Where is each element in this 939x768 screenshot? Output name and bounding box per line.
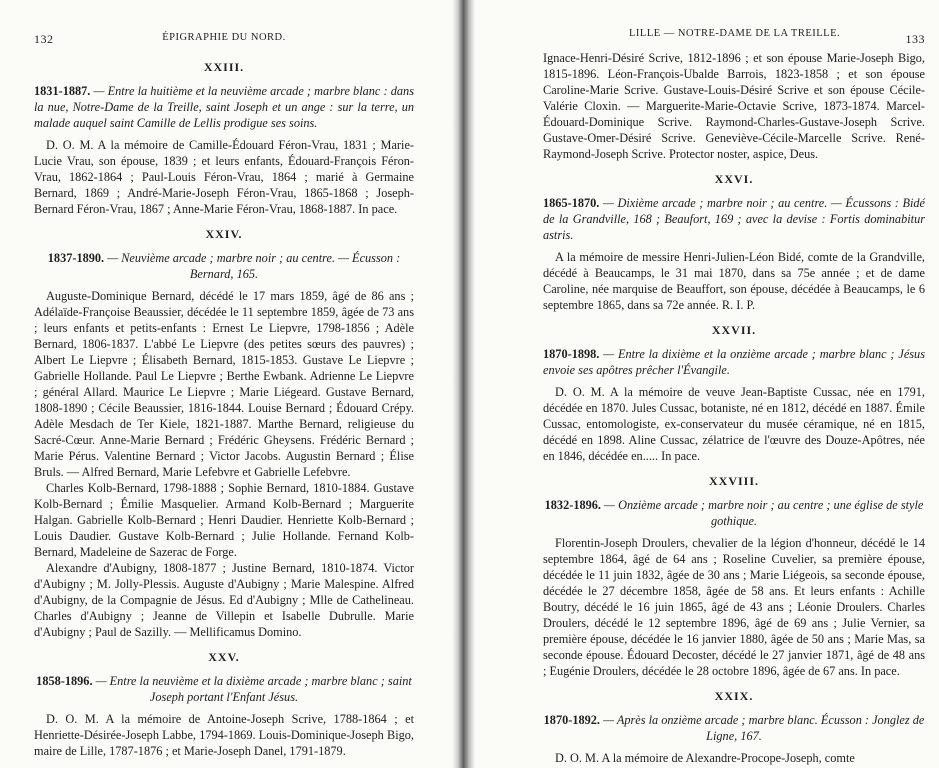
inscription-text: D. O. M. A la mémoire de Camille-Édouard Féron-Vrau, 1831 ; Marie-Lucie Vrau, son épouse, 1839 ; et leurs enfants, Édouard-François Féron-Vrau, 1862-1864 ; Paul-Louis Féron-Vrau, 1864 ; marié à Germaine Bernard, 1869 ; André-Marie-Joseph Féron-Vrau, 1865-1868 ; Joseph-Bernard Féron-Vrau, 1867 ; Anne-Marie Féron-Vrau, 1868-1887. In pace.	[34, 138, 414, 216]
inscription-text: Auguste-Dominique Bernard, décédé le 17 mars 1859, âgé de 86 ans ; Adélaïde-Françoise Beaussier, décédée le 11 septembre 1859, âgée de 73 ans ; leurs enfants et petits-enfants : Ernest Le Liepvre, 1798-1856 ; Adèle Bernard, 1806-1837. L'abbé Le Liepvre (des petites sœurs des pauvres) ; Albert Le Liepvre ; Élisabeth Bernard, 1815-1853. Gustave Le Liepvre ; Gabrielle Hollande. Paul Le Liepvre ; Berthe Ewbank. Adrienne Le Liepvre ; général Allard. Maurice Le Liepvre ; Marie Liégeard. Gustave Bernard, 1808-1890 ; Cécile Beaussier, 1816-1844. Louise Bernard ; Édouard Crépy. Adèle Mesdach de Ter Kiele, 1821-1887. Marthe Bernard, religieuse du Sacré-Cœur. Anne-Marie Bernard ; Frédéric Gheysens. Frédéric Bernard ; Marie Pérus. Valentine Bernard ; Victor Jacobs. Augustin Bernard ; Élise Bruls. — Alfred Bernard, Marie Lefebvre et Gabrielle Lefebvre.	[34, 289, 414, 479]
section-description: — Entre la neuvième et la dixième arcade ; marbre blanc ; saint Joseph portant l'Enfant Jésus.	[92, 674, 412, 704]
inscription-continuation: Ignace-Henri-Désiré Scrive, 1812-1896 ; et son épouse Marie-Joseph Bigo, 1815-1896. Léon-François-Ubalde Barrois, 1823-1858 ; et son épouse Caroline-Marie Scrive. Gustave-Louis-Désiré Scrive et son épouse Cécile-Valérie Cloxin. — Marguerite-Marie-Octavie Scrive, 1873-1874. Marcel-Édouard-Dominique Scrive. Raymond-Charles-Gustave-Joseph Scrive. Gustave-Omer-Désiré Scrive. Geneviève-Cécile-Marcelle Scrive. René-Raymond-Joseph Scrive. Protector noster, aspice, Deus.	[543, 51, 925, 161]
section-intro	[34, 83, 414, 131]
book-gutter	[452, 0, 475, 768]
section-date: 1832-1896.	[544, 498, 601, 512]
page-number: 132	[34, 32, 54, 46]
inscription-text: A la mémoire de messire Henri-Julien-Léon Bidé, comte de la Grandville, décédé à Beaucamps, le 31 mai 1870, dans sa 75e année ; et de dame Caroline, née marquise de Beauffort, son épouse, décédée à Beaucamps, le 6 septembre 1865, dans sa 72e année. R. I. P.	[543, 250, 925, 312]
section-intro	[543, 712, 925, 744]
section-numeral: XXIX.	[714, 689, 754, 703]
section-numeral: XXVI.	[714, 172, 754, 186]
inscription-text: D. O. M. A la mémoire de veuve Jean-Baptiste Cussac, née en 1791, décédée en 1870. Jules Cussac, botaniste, né en 1812, décédé en 1887. Émile Cussac, entomologiste, ex-conservateur du musée céramique, né en 1815, décédé en 1898. Aline Cussac, zélatrice de l'œuvre des Douze-Apôtres, née en 1846, décédée en..... In pace.	[543, 385, 925, 463]
left-page-column	[34, 0, 414, 759]
section-description: — Après la onzième arcade ; marbre blanc. Écusson : Jonglez de Ligne, 167.	[600, 713, 925, 743]
right-page-header	[543, 0, 925, 50]
section-date: 1865-1870.	[543, 196, 600, 210]
inscription-text: Florentin-Joseph Droulers, chevalier de la légion d'honneur, décédé le 14 septembre 1864, âgé de 64 ans ; Roseline Cuvelier, sa première épouse, décédée le 11 juin 1832, âgée de 30 ans ; Marie Liégeois, sa seconde épouse, décédée le 27 décembre 1858, âgée de 58 ans. Et leurs enfants : Achille Boutry, décédé le 16 juin 1865, âgé de 43 ans ; Léonie Droulers. Charles Droulers, décédé le 12 septembre 1896, âgé de 69 ans ; Julie Vernier, sa première épouse, décédée le 16 janvier 1880, âgée de 50 ans ; Marie Mas, sa seconde épouse. Édouard Decoster, décédé le 27 janvier 1871, âgé de 48 ans ; Eugénie Droulers, décédée le 28 octobre 1896, âgée de 67 ans. In pace.	[543, 536, 925, 678]
left-page	[0, 0, 452, 768]
section-numeral: XXIII.	[203, 60, 245, 74]
inscription-text: D. O. M. A la mémoire de Antoine-Joseph Scrive, 1788-1864 ; et Henriette-Désirée-Joseph Labbe, 1794-1869. Louis-Dominique-Joseph Bigo, maire de Lille, 1787-1876 ; et Marie-Joseph Danel, 1791-1879.	[34, 712, 414, 758]
section-description: — Entre la dixième et la onzième arcade ; marbre blanc ; Jésus envoie ses apôtres prêcher l'Évangile.	[543, 347, 925, 377]
inscription-text: Charles Kolb-Bernard, 1798-1888 ; Sophie Bernard, 1810-1884. Gustave Kolb-Bernard ; Émilie Masquelier. Armand Kolb-Bernard ; Marguerite Halgan. Gabrielle Kolb-Bernard ; Henri Daudier. Henriette Kolb-Bernard ; Louis Daudier. Gustave Kolb-Bernard ; Julie Hollande. Fernand Kolb-Bernard, Madeleine de Sazerac de Forge.	[34, 481, 414, 559]
section-intro	[543, 195, 925, 243]
running-title: LILLE — NOTRE-DAME DE LA TREILLE.	[629, 28, 841, 39]
section-intro	[34, 250, 414, 282]
section-date: 1837-1890.	[47, 251, 105, 265]
inscription-text: D. O. M. A la mémoire de Alexandre-Procope-Joseph, comte	[555, 751, 855, 765]
right-page	[475, 0, 939, 768]
section-numeral: XXVIII.	[708, 474, 759, 488]
running-title: ÉPIGRAPHIE DU NORD.	[162, 32, 286, 43]
section-description: — Dixième arcade ; marbre noir ; au centre. — Écussons : Bidé de la Grandville, 168 ; Beaufort, 169 ; avec la devise : Fortis dominabitur astris.	[543, 196, 925, 242]
page-number: 133	[905, 32, 925, 46]
right-page-column	[543, 0, 925, 766]
section-intro	[34, 673, 414, 705]
section-numeral: XXV.	[208, 650, 240, 664]
section-date: 1858-1896.	[36, 674, 93, 688]
section-description: — Entre la huitième et la neuvième arcade ; marbre blanc : dans la nue, Notre-Dame de la Treille, saint Joseph et un ange : sur la terre, un malade auquel saint Camille de Lellis prodigue ses soins.	[34, 84, 414, 130]
inscription-text: Alexandre d'Aubigny, 1808-1877 ; Justine Bernard, 1810-1874. Victor d'Aubigny ; M. Jolly-Plessis. Auguste d'Aubigny ; Marie Malespine. Alfred d'Aubigny, de la Compagnie de Jésus. Ed d'Aubigny ; Mlle de Cathelineau. Charles d'Aubigny ; Jeanne de Villepin et Isabelle Dubrulle. Marie d'Aubigny ; Paul de Sazilly. — Mellificamus Domino.	[34, 561, 414, 639]
section-numeral: XXIV.	[205, 227, 243, 241]
section-numeral: XXVII.	[711, 323, 757, 337]
left-page-header	[34, 0, 414, 54]
section-description: — Neuvième arcade ; marbre noir ; au centre. — Écusson : Bernard, 165.	[104, 251, 401, 281]
section-date: 1870-1892.	[543, 713, 600, 727]
section-description: — Onzième arcade ; marbre noir ; au centre ; une église de style gothique.	[600, 498, 924, 528]
section-date: 1870-1898.	[543, 347, 600, 361]
section-intro	[543, 346, 925, 378]
section-intro	[543, 497, 925, 529]
section-date: 1831-1887.	[34, 84, 91, 98]
